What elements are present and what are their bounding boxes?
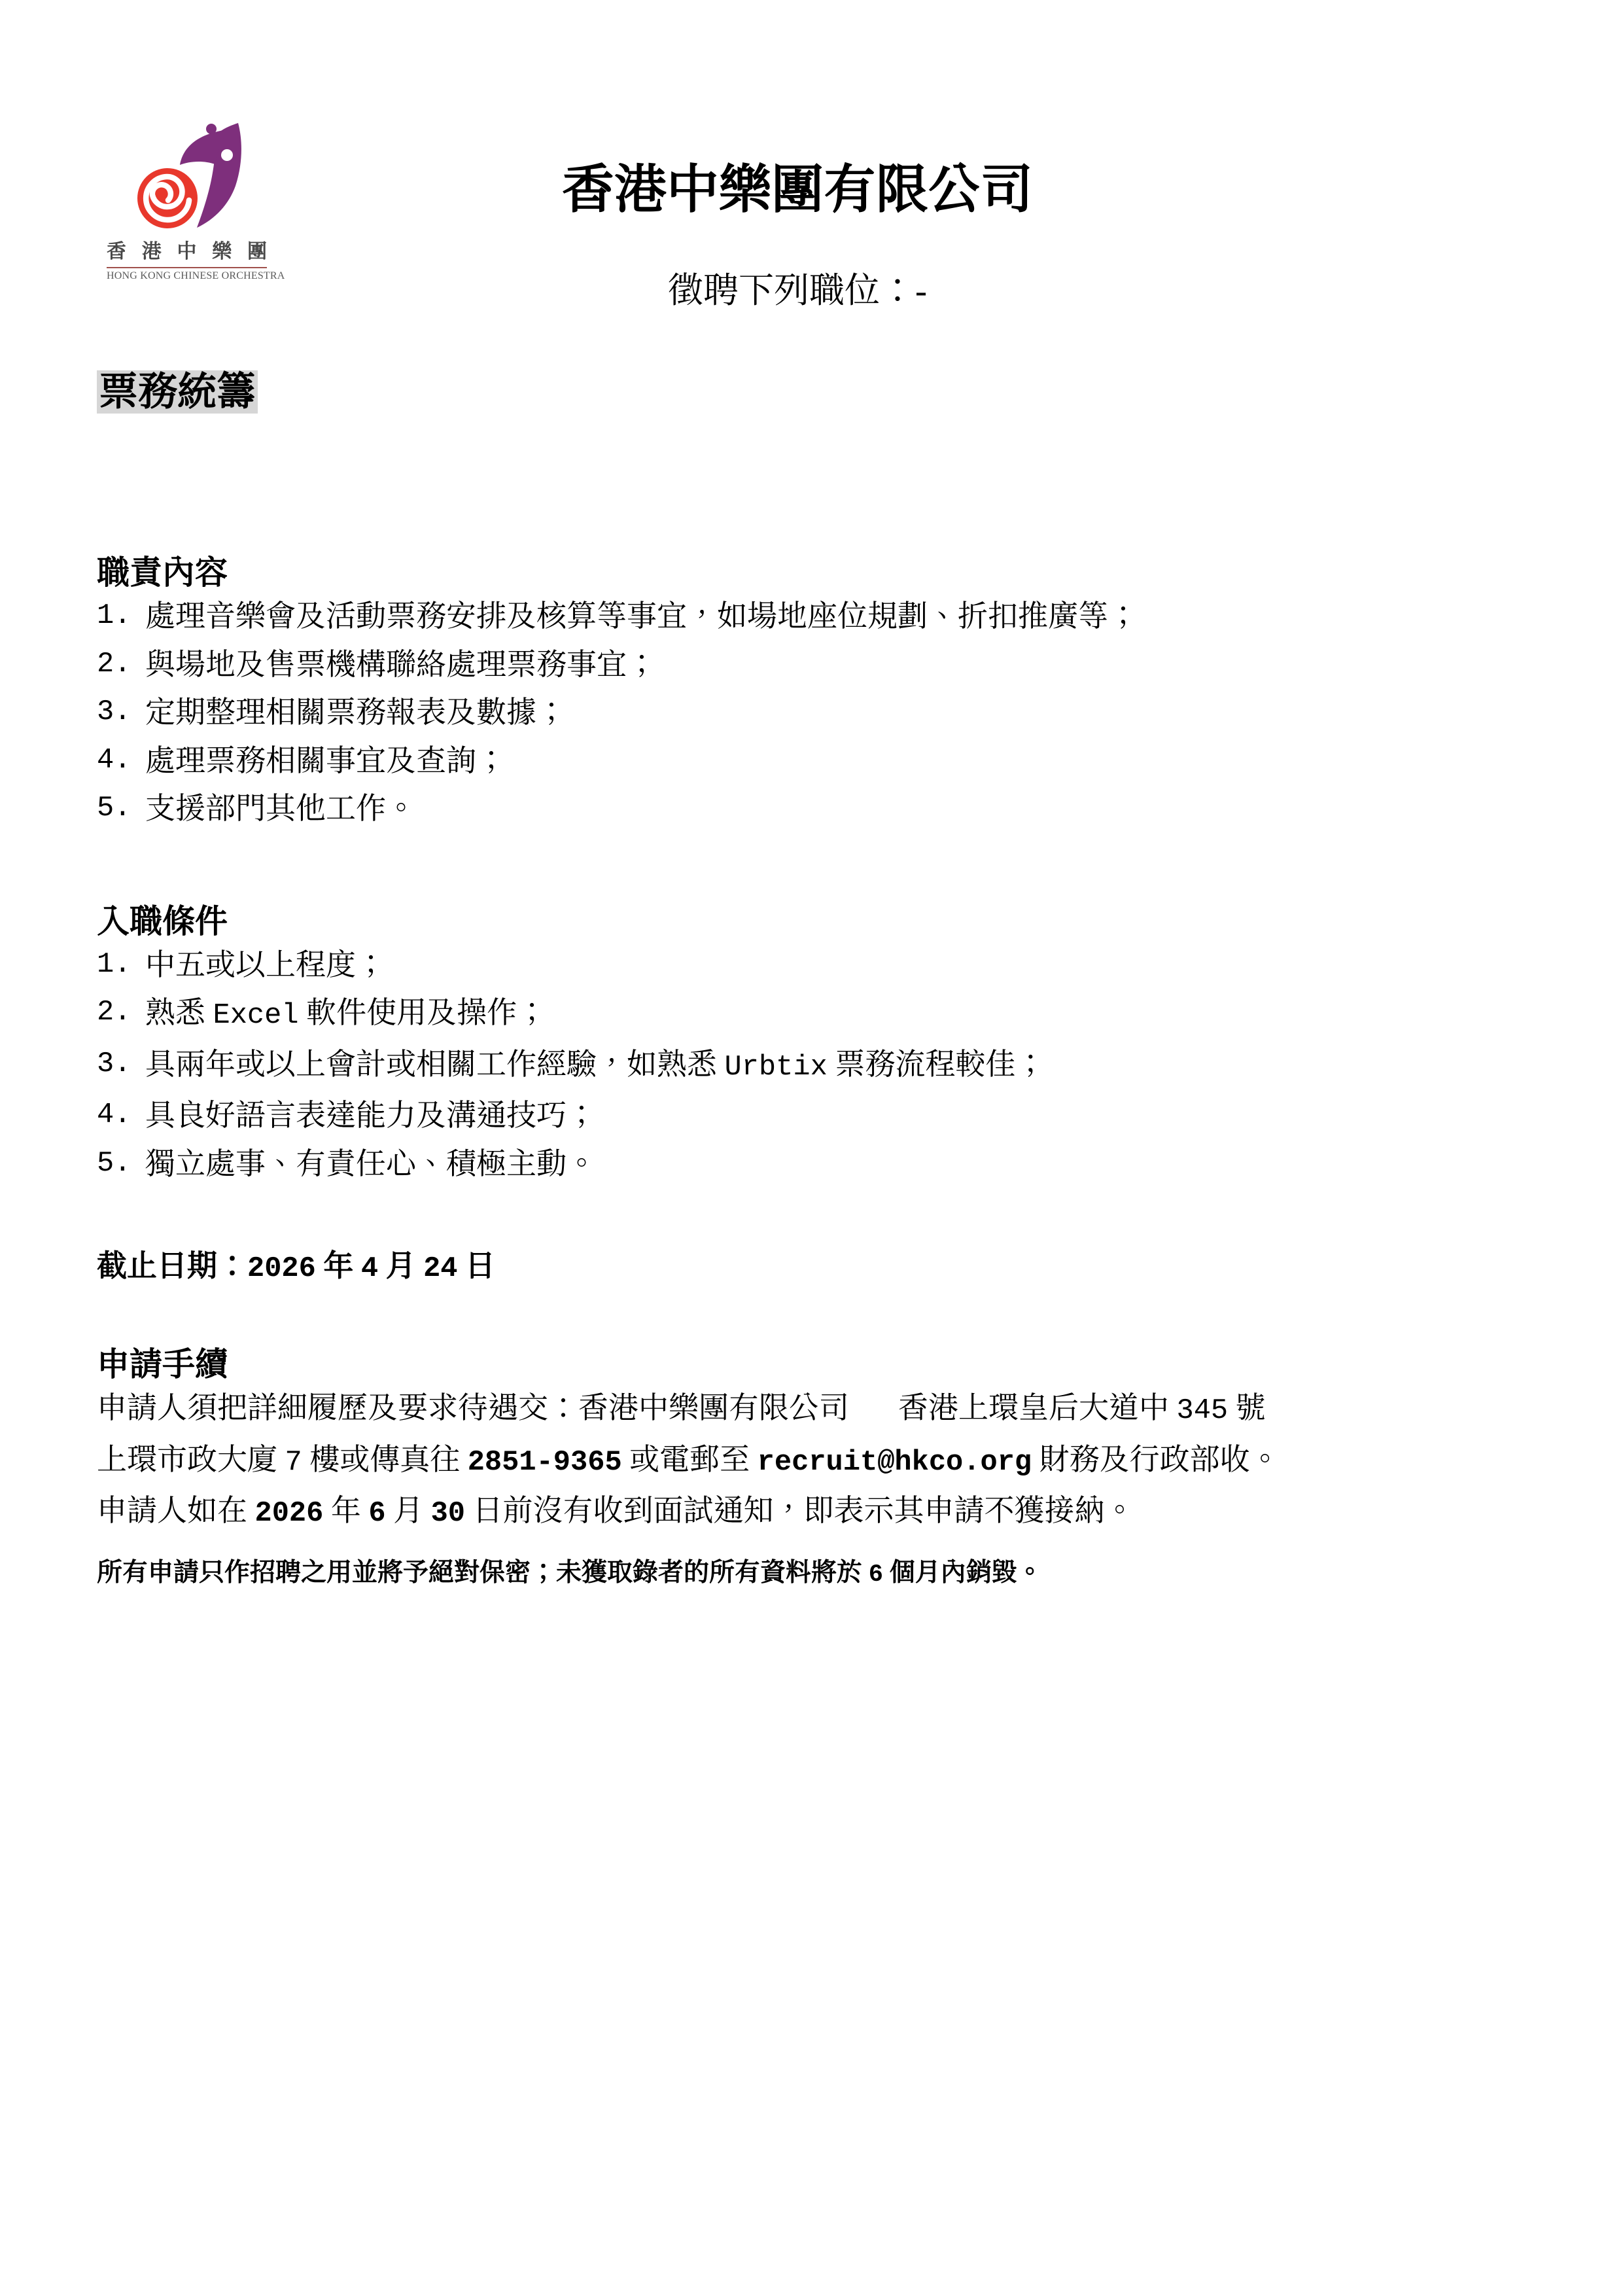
list-item	[97, 1040, 1399, 1092]
paragraph-line: 上環市政大廈 7 樓或傳真往 2851-9365 或電郵至 recruit@hkco.org 財務及行政部收。	[97, 1442, 1280, 1479]
deadline-line: 截止日期：2026 年 4 月 24 日	[97, 1249, 496, 1285]
logo-english-name: HONG KONG CHINESE ORCHESTRA	[107, 270, 285, 281]
item-number: 1.	[97, 948, 131, 981]
list-item	[97, 641, 1399, 689]
item-text: 處理票務相關事宜及查詢；	[145, 743, 506, 777]
item-number: 2.	[97, 997, 131, 1029]
logo-divider	[107, 267, 267, 268]
item-text: 與場地及售票機構聯絡處理票務事宜；	[145, 647, 657, 681]
list-item	[97, 989, 1399, 1040]
requirements-heading: 入職條件	[97, 902, 228, 940]
item-number: 1.	[97, 600, 131, 632]
logo-note-dot	[206, 124, 217, 134]
item-text: 具良好語言表達能力及溝通技巧；	[145, 1099, 597, 1132]
item-text: 支援部門其他工作。	[145, 792, 416, 825]
list-item	[97, 1091, 1399, 1140]
page-title: 香港中樂團有限公司	[562, 162, 1033, 219]
privacy-note: 所有申請只作招聘之用並將予絕對保密；未獲取錄者的所有資料將於 6 個月內銷毀。	[97, 1558, 1043, 1589]
list-item	[97, 592, 1399, 641]
paragraph-line: 申請人須把詳細履歷及要求待遇交：香港中樂團有限公司 香港上環皇后大道中 345 號	[97, 1391, 1266, 1427]
requirements-list	[97, 941, 1399, 1188]
item-number: 3.	[97, 1048, 131, 1080]
item-number: 5.	[97, 1147, 131, 1180]
item-text: 中五或以上程度；	[145, 947, 386, 981]
list-item	[97, 941, 1399, 989]
list-item	[97, 785, 1399, 833]
item-number: 3.	[97, 696, 131, 728]
logo-char: 香	[107, 241, 126, 262]
logo-char: 團	[247, 241, 267, 262]
application-heading: 申請手續	[97, 1346, 228, 1383]
duties-heading: 職責內容	[97, 554, 228, 591]
logo-char: 港	[141, 241, 162, 262]
logo-char: 中	[177, 241, 197, 262]
duties-list	[97, 592, 1399, 833]
item-text: 具兩年或以上會計或相關工作經驗，如熟悉 Urbtix 票務流程較佳；	[145, 1047, 1046, 1084]
item-text: 定期整理相關票務報表及數據；	[145, 696, 567, 729]
list-item	[97, 688, 1399, 737]
item-text: 處理音樂會及活動票務安排及核算等事宜，如場地座位規劃、折扣推廣等；	[145, 599, 1138, 633]
paragraph-line: 申請人如在 2026 年 6 月 30 日前沒有收到面試通知，即表示其申請不獲接納。	[97, 1494, 1135, 1530]
item-number: 5.	[97, 792, 131, 824]
item-number: 4.	[97, 1099, 131, 1131]
item-text: 獨立處事、有責任心、積極主動。	[145, 1146, 597, 1180]
position-title-row	[97, 367, 1399, 417]
position-title: 票務統籌	[97, 370, 258, 414]
document-body	[97, 367, 1399, 1593]
application-paragraph	[97, 1384, 1399, 1538]
item-number: 4.	[97, 744, 131, 777]
item-text: 熟悉 Excel 軟件使用及操作；	[145, 996, 548, 1032]
item-number: 2.	[97, 648, 131, 680]
logo-char: 樂	[212, 241, 232, 262]
logo-chinese-name	[107, 235, 267, 264]
list-item	[97, 737, 1399, 785]
recruitment-subtitle: 徵聘下列職位：-	[668, 271, 927, 310]
list-item	[97, 1140, 1399, 1188]
